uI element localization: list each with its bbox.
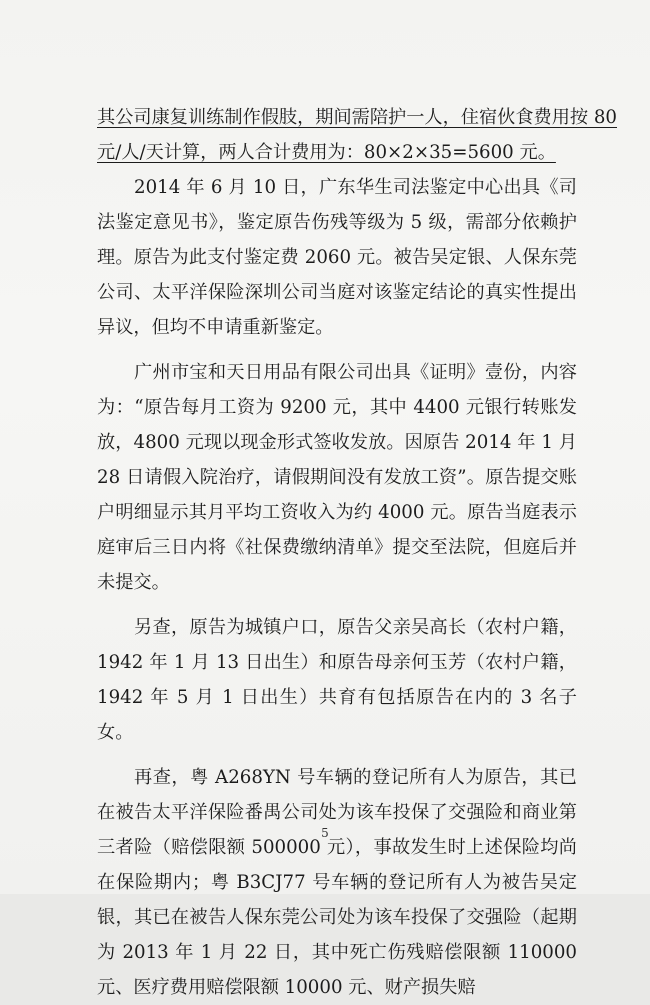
page-number: 5: [321, 826, 329, 840]
continued-paragraph: [97, 100, 617, 170]
underlined-text: 元/人/天计算，两人合计费用为：80×2×35=5600 元。: [97, 142, 556, 163]
paragraph-appraisal: 2014 年 6 月 10 日，广东华生司法鉴定中心出具《司法鉴定意见书》，鉴定原告伤残等级为 5 级，需部分依赖护理。原告为此支付鉴定费 2060 元。被告吴定银、人保东莞公司、太平洋保险深圳公司当庭对该鉴定结论的真实性提出异议，但均不申请重新鉴定。: [97, 177, 577, 338]
body-text: [97, 100, 617, 1005]
paragraph-salary-certificate: 广州市宝和天日用品有限公司出具《证明》壹份，内容为：“原告每月工资为 9200 元，其中 4400 元银行转账发放，4800 元现以现金形式签收发放。因原告 2014 年 1 月 28 日请假入院治疗，请假期间没有发放工资”。原告提交账户明细显示其月平均工资收入为约 4000 元。原告当庭表示庭审后三日内将《社保费缴纳清单》提交至法院，但庭后并未提交。: [97, 362, 577, 593]
paragraph-vehicle-insurance: 再查，粤 A268YN 号车辆的登记所有人为原告，其已在被告太平洋保险番禺公司处为该车投保了交强险和商业第三者险（赔偿限额 500000 元），事故发生时上述保险均尚在保险期内；粤 B3CJ77 号车辆的登记所有人为被告吴定银，其已在被告人保东莞公司处为该车投保了交强险（起期为 2013 年 1 月 22 日，其中死亡伤残赔偿限额 110000 元、医疗费用赔偿限额 10000 元、财产损失赔: [97, 767, 577, 998]
text-line: [97, 135, 577, 170]
paragraph-family-facts: 另查，原告为城镇户口，原告父亲吴高长（农村户籍，1942 年 1 月 13 日出生）和原告母亲何玉芳（农村户籍，1942 年 5 月 1 日出生）共育有包括原告在内的 3 名子女。: [97, 617, 577, 743]
underlined-line: 其公司康复训练制作假肢，期间需陪护一人，住宿伙食费用按 80: [97, 107, 617, 128]
